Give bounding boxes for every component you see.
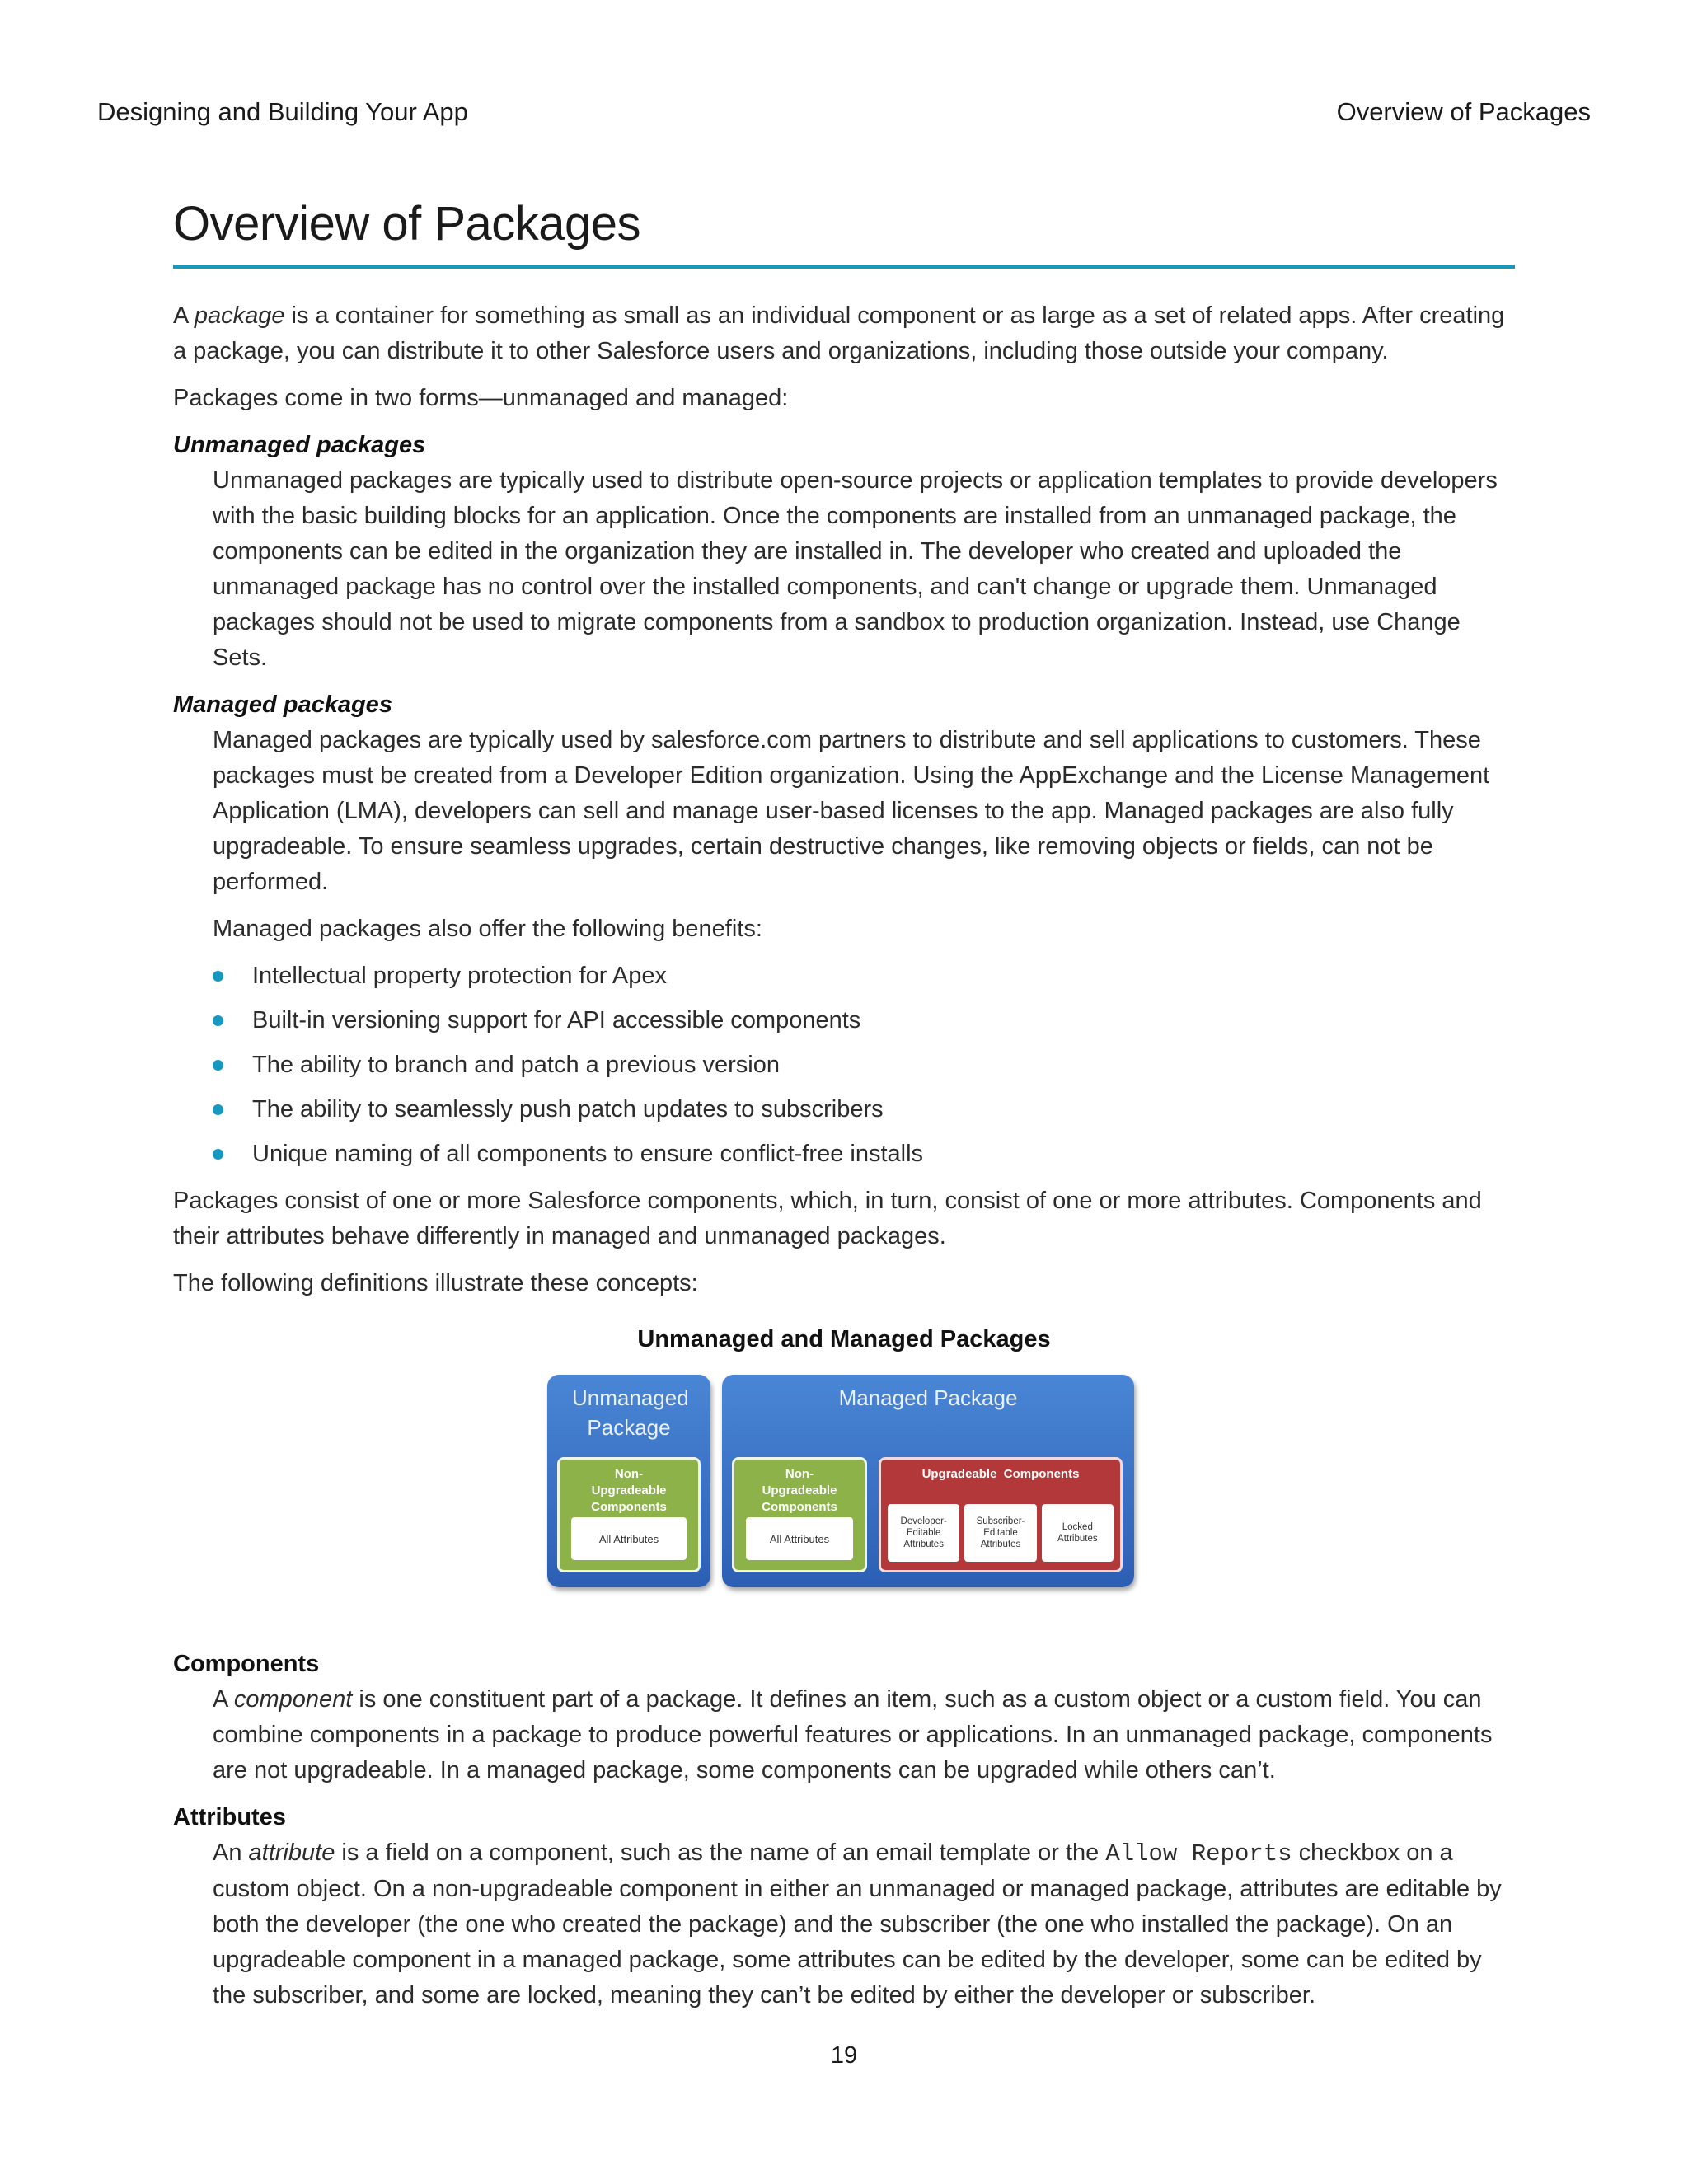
benefit-text: The ability to branch and patch a previous version: [252, 1052, 780, 1078]
components-text: [213, 1682, 1515, 1788]
allow-reports-code: Allow Reports: [1105, 1840, 1292, 1868]
attributes-mid: is a field on a component, such as the name of an email template or the: [335, 1840, 1106, 1866]
components-italic: component: [233, 1686, 353, 1713]
list-item: [213, 958, 1515, 994]
developer-editable-attributes: Developer-Editable Attributes: [888, 1504, 959, 1562]
bullet-icon: [213, 1149, 223, 1160]
bullet-icon: [213, 1060, 223, 1071]
upgradeable-label: Upgradeable Components: [921, 1467, 1080, 1481]
page-title: Overview of Packages: [173, 197, 641, 251]
intro-prefix: A: [173, 302, 195, 329]
unmanaged-package-title: Unmanaged Package: [572, 1385, 689, 1440]
um-non-upgradeable-label: Non-Upgradeable Components: [591, 1467, 667, 1514]
consist-paragraph: Packages consist of one or more Salesforce components, which, in turn, consist of one or more attributes. Components and their attributes behave differently in managed and unmanaged packages.: [173, 1188, 1482, 1249]
definitions-intro: The following definitions illustrate these concepts:: [173, 1270, 698, 1296]
running-header: [97, 97, 1591, 127]
attributes-rest: checkbox on a custom object. On a non-upgradeable component in either an unmanaged or managed package, attributes are editable by both the developer (the one who created the package) and the subscriber (the one who installed the package). On an upgradeable component in a managed package, some attributes can be edited by the developer, some can be edited by the subscriber, and some are locked, meaning they can’t be edited by either the developer or subscriber.: [213, 1840, 1502, 2008]
attributes-definition: [213, 1835, 1515, 2013]
locked-attributes: Locked Attributes: [1042, 1504, 1114, 1562]
list-item: [213, 1003, 1515, 1038]
managed-package-title: Managed Package: [838, 1385, 1018, 1410]
unmanaged-term: Unmanaged packages: [173, 432, 426, 458]
header-chapter: Designing and Building Your App: [97, 97, 468, 126]
page-number: 19: [830, 2042, 858, 2069]
benefit-text: Built-in versioning support for API accessible components: [252, 1007, 861, 1033]
unmanaged-package-box: [547, 1375, 710, 1587]
attributes-italic: attribute: [248, 1840, 335, 1866]
um-all-attributes: All Attributes: [571, 1517, 687, 1560]
list-item: [213, 1137, 1515, 1172]
bullet-icon: [213, 971, 223, 982]
m-non-upgradeable-box: [732, 1457, 867, 1572]
forms-paragraph: Packages come in two forms—unmanaged and managed:: [173, 385, 789, 411]
attributes-prefix: An: [213, 1840, 249, 1866]
managed-text: Managed packages are typically used by salesforce.com partners to distribute and sell applications to customers. These packages must be created from a Developer Edition organization. Using the AppExchange and the License Management Application (LMA), developers can sell and manage user-based licenses to the app. Managed packages are also fully upgradeable. To ensure seamless upgrades, certain destructive changes, like removing objects or fields, can not be performed.: [213, 727, 1490, 895]
attribute-row: [888, 1504, 1114, 1562]
bullet-icon: [213, 1015, 223, 1026]
intro-rest: is a container for something as small as an individual component or as large as a set of related apps. After creating a package, you can distribute it to other Salesforce users and organizations, including those outside your company.: [173, 302, 1505, 364]
components-term: Components: [173, 1651, 320, 1677]
packages-diagram: [547, 1375, 1134, 1591]
list-item: [213, 1047, 1515, 1083]
benefit-text: Unique naming of all components to ensure conflict-free installs: [252, 1141, 924, 1167]
upgradeable-components-box: [879, 1457, 1123, 1572]
benefit-text: Intellectual property protection for Apex: [252, 963, 667, 989]
title-rule: [173, 265, 1515, 269]
attributes-text: [213, 1835, 1515, 2013]
attributes-term: Attributes: [173, 1804, 286, 1830]
unmanaged-definition: [213, 463, 1515, 676]
managed-term: Managed packages: [173, 691, 392, 718]
page-content: [173, 196, 1515, 2025]
intro-term: package: [194, 302, 285, 329]
components-prefix: A: [213, 1686, 234, 1713]
bullet-icon: [213, 1104, 223, 1115]
components-definition: [213, 1682, 1515, 1788]
unmanaged-text: Unmanaged packages are typically used to distribute open-source projects or application templates to provide developers with the basic building blocks for an application. Once the components are installed from an unmanaged package, the components can be edited in the organization they are installed in. The developer who created and uploaded the unmanaged package has no control over the installed components, and can't change or upgrade them. Unmanaged packages should not be used to migrate components from a sandbox to production organization. Instead, use Change Sets.: [213, 467, 1498, 671]
list-item: [213, 1092, 1515, 1127]
figure-title: Unmanaged and Managed Packages: [637, 1326, 1051, 1352]
managed-definition: [213, 723, 1515, 947]
header-section: Overview of Packages: [1336, 97, 1591, 126]
m-non-upgradeable-label: Non-Upgradeable Components: [762, 1467, 837, 1514]
benefit-text: The ability to seamlessly push patch updates to subscribers: [252, 1096, 884, 1122]
um-non-upgradeable-box: [557, 1457, 701, 1572]
managed-package-box: [722, 1375, 1134, 1587]
intro-paragraph: [173, 298, 1515, 369]
benefits-list: [213, 958, 1515, 1172]
subscriber-editable-attributes: Subscriber-Editable Attributes: [964, 1504, 1036, 1562]
components-rest: is one constituent part of a package. It defines an item, such as a custom object or a custom field. You can combine components in a package to produce powerful features or applications. In an unmanaged package, components are not upgradeable. In a managed package, some components can be upgraded while others can’t.: [213, 1686, 1493, 1783]
benefits-intro: Managed packages also offer the following benefits:: [213, 916, 762, 942]
m-all-attributes: All Attributes: [746, 1517, 853, 1560]
